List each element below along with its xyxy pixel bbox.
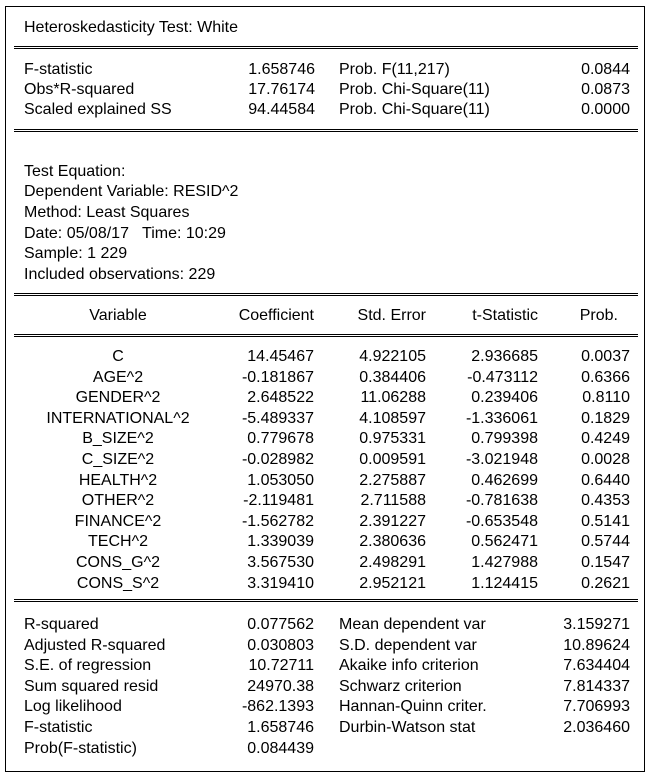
stat-label-right: S.D. dependent var — [339, 636, 477, 654]
cell-prob: 0.8110 — [582, 389, 630, 407]
dependent-variable: Dependent Variable: RESID^2 — [24, 183, 239, 200]
cell-coefficient: 3.567530 — [247, 554, 314, 571]
cell-std-error: 0.009591 — [359, 451, 426, 468]
divider — [14, 129, 638, 132]
date-time: Date: 05/08/17 Time: 10:29 — [24, 225, 226, 242]
cell-std-error: 0.975331 — [359, 430, 426, 448]
stat-label-right: Durbin-Watson stat — [339, 719, 476, 736]
cell-std-error: 2.380636 — [359, 533, 426, 551]
cell-t-statistic: -0.473112 — [467, 368, 538, 386]
cell-t-statistic: 0.239406 — [471, 389, 538, 407]
summary-value: 94.44584 — [248, 101, 315, 118]
included-observations: Included observations: 229 — [24, 266, 216, 283]
cell-coefficient: -0.028982 — [241, 451, 314, 468]
cell-t-statistic: 1.427988 — [471, 554, 538, 571]
cell-variable: CONS_S^2 — [76, 574, 160, 592]
stat-label: Log likelihood — [24, 698, 122, 716]
column-header-std-error: Std. Error — [357, 307, 426, 324]
stat-label: Adjusted R-squared — [24, 636, 166, 654]
cell-coefficient: -1.562782 — [241, 512, 314, 530]
cell-t-statistic: -0.781638 — [465, 492, 538, 510]
summary-value: 1.658746 — [248, 61, 315, 78]
stat-label-right: Schwarz criterion — [339, 677, 462, 695]
cell-t-statistic: 0.462699 — [471, 471, 538, 489]
summary-test: Prob. Chi-Square(11) — [339, 81, 490, 98]
cell-prob: 0.0037 — [581, 348, 630, 365]
cell-variable: C_SIZE^2 — [81, 451, 155, 468]
divider — [14, 293, 638, 296]
stat-value: 0.077562 — [247, 616, 314, 633]
cell-t-statistic: -3.021948 — [465, 451, 538, 468]
cell-coefficient: 1.053050 — [247, 471, 314, 489]
summary-test: Prob. Chi-Square(11) — [339, 101, 490, 118]
stat-value: 0.084439 — [247, 739, 314, 757]
stat-value: -862.1393 — [241, 698, 314, 716]
cell-prob: 0.1547 — [581, 554, 630, 571]
cell-t-statistic: 1.124415 — [471, 574, 538, 592]
cell-std-error: 4.108597 — [359, 409, 426, 427]
stat-label: Sum squared resid — [24, 677, 159, 695]
summary-label: F-statistic — [24, 61, 93, 78]
test-title: Heteroskedasticity Test: White — [24, 19, 239, 36]
column-header-prob: Prob. — [579, 307, 618, 324]
cell-std-error: 2.952121 — [359, 574, 426, 592]
summary-label: Scaled explained SS — [24, 101, 172, 118]
divider — [14, 46, 638, 49]
cell-coefficient: -0.181867 — [241, 368, 314, 386]
stat-value-right: 7.814337 — [563, 677, 630, 695]
stat-value: 1.658746 — [247, 719, 314, 736]
stat-label: F-statistic — [24, 719, 93, 736]
cell-std-error: 2.711588 — [360, 492, 426, 510]
cell-variable: TECH^2 — [88, 533, 148, 551]
summary-prob: 0.0844 — [581, 61, 630, 78]
summary-value: 17.76174 — [248, 81, 315, 98]
cell-coefficient: -5.489337 — [241, 409, 314, 427]
summary-label: Obs*R-squared — [24, 81, 135, 98]
cell-std-error: 2.498291 — [359, 554, 426, 571]
method: Method: Least Squares — [24, 204, 190, 221]
cell-variable: FINANCE^2 — [74, 512, 162, 530]
cell-t-statistic: -0.653548 — [465, 512, 538, 530]
stat-label: Prob(F-statistic) — [24, 739, 137, 757]
cell-prob: 0.4249 — [581, 430, 630, 448]
cell-variable: C — [112, 348, 124, 365]
divider — [14, 334, 638, 337]
cell-coefficient: 14.45467 — [247, 348, 314, 365]
stat-label-right: Hannan-Quinn criter. — [339, 698, 487, 716]
cell-coefficient: 0.779678 — [247, 430, 314, 448]
stat-label-right: Mean dependent var — [339, 616, 486, 633]
stat-label: R-squared — [24, 616, 99, 633]
cell-std-error: 11.06288 — [360, 389, 426, 407]
cell-variable: OTHER^2 — [81, 492, 155, 510]
cell-std-error: 2.391227 — [359, 512, 426, 530]
cell-variable: CONS_G^2 — [76, 554, 160, 571]
cell-coefficient: -2.119481 — [243, 492, 314, 510]
cell-variable: B_SIZE^2 — [82, 430, 154, 448]
cell-prob: 0.2621 — [581, 574, 630, 592]
cell-prob: 0.4353 — [581, 492, 630, 510]
cell-prob: 0.5141 — [581, 512, 630, 530]
stat-value-right: 3.159271 — [563, 616, 630, 633]
summary-prob: 0.0000 — [581, 101, 630, 118]
stat-value: 0.030803 — [247, 636, 314, 654]
cell-coefficient: 3.319410 — [247, 574, 314, 592]
equation-heading: Test Equation: — [24, 163, 126, 180]
cell-std-error: 2.275887 — [359, 471, 426, 489]
stat-label-right: Akaike info criterion — [339, 657, 479, 675]
cell-coefficient: 1.339039 — [247, 533, 314, 551]
cell-variable: GENDER^2 — [75, 389, 161, 407]
stat-value-right: 2.036460 — [563, 719, 630, 736]
cell-prob: 0.0028 — [581, 451, 630, 468]
divider — [14, 599, 638, 602]
column-header-variable: Variable — [89, 307, 147, 324]
column-header-t-statistic: t-Statistic — [472, 307, 538, 324]
cell-t-statistic: 0.562471 — [471, 533, 538, 551]
stat-value-right: 7.706993 — [563, 698, 630, 716]
cell-prob: 0.6440 — [581, 471, 630, 489]
cell-t-statistic: -1.336061 — [465, 409, 538, 427]
sample: Sample: 1 229 — [24, 245, 128, 262]
cell-variable: AGE^2 — [92, 368, 144, 386]
cell-prob: 0.5744 — [581, 533, 630, 551]
cell-prob: 0.1829 — [581, 409, 630, 427]
stat-value-right: 10.89624 — [563, 636, 630, 654]
stat-value: 24970.38 — [247, 677, 314, 695]
summary-test: Prob. F(11,217) — [339, 61, 450, 78]
cell-variable: INTERNATIONAL^2 — [46, 409, 190, 427]
cell-std-error: 0.384406 — [359, 368, 426, 386]
cell-coefficient: 2.648522 — [247, 389, 314, 407]
summary-prob: 0.0873 — [581, 81, 630, 98]
cell-std-error: 4.922105 — [359, 348, 426, 365]
column-header-coefficient: Coefficient — [238, 307, 314, 324]
stat-value: 10.72711 — [248, 657, 314, 675]
cell-t-statistic: 0.799398 — [471, 430, 538, 448]
cell-t-statistic: 2.936685 — [471, 348, 538, 365]
cell-variable: HEALTH^2 — [78, 471, 158, 489]
cell-prob: 0.6366 — [581, 368, 630, 386]
stat-value-right: 7.634404 — [563, 657, 630, 675]
stat-label: S.E. of regression — [24, 657, 152, 675]
